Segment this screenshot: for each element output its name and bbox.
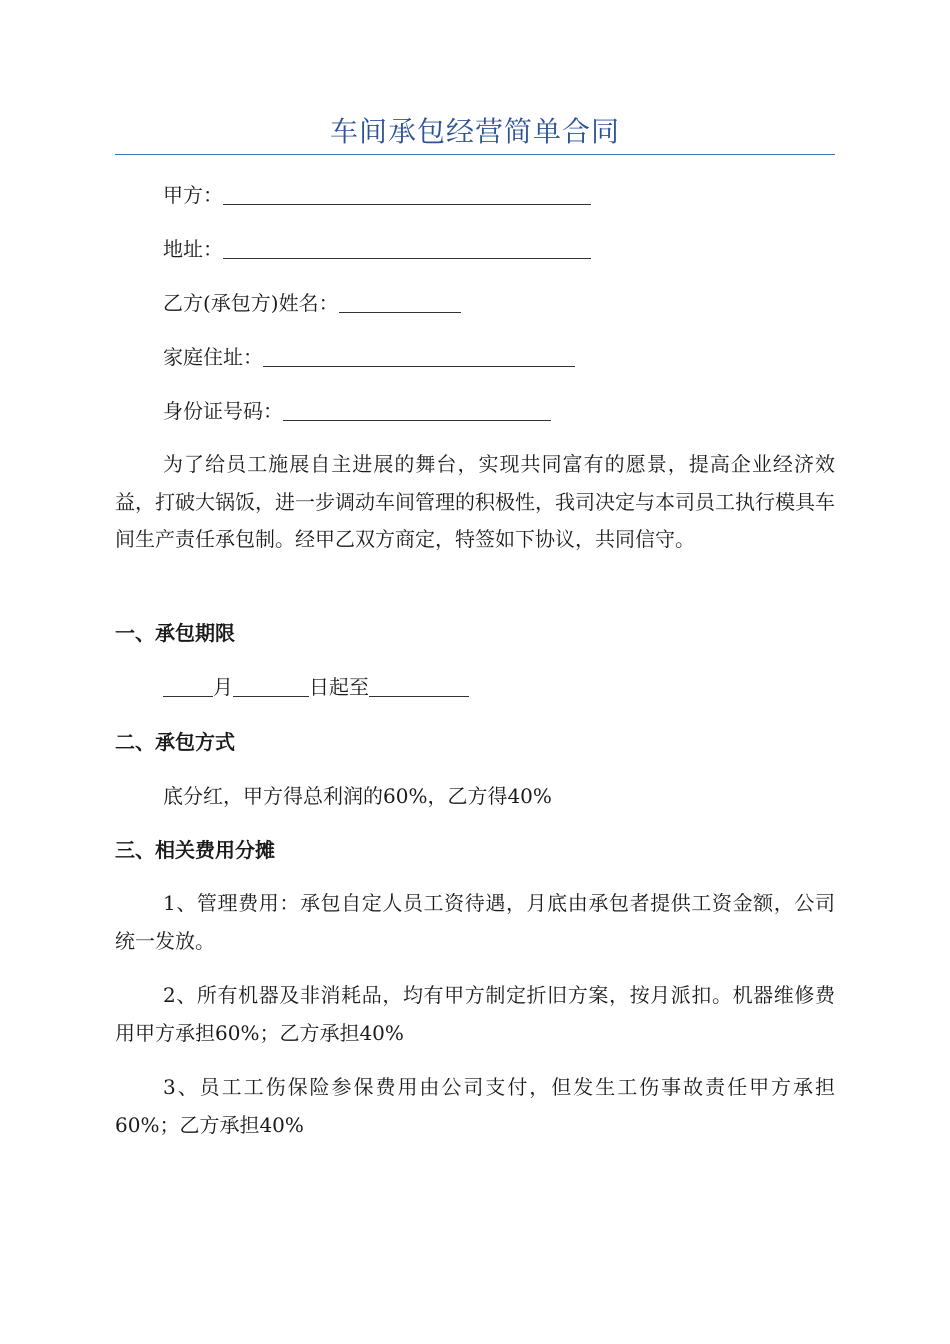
address-label: 地址： [163,237,223,261]
party-b-blank [339,292,461,313]
id-number-blank [283,400,551,421]
term-end-blank [369,676,469,697]
section3-item-1: 1、管理费用：承包自定人员工资待遇，月底由承包者提供工资金额，公司统一发放。 [115,891,835,953]
id-number-label: 身份证号码： [163,399,283,423]
section3-item-3: 3、员工工伤保险参保费用由公司支付，但发生工伤事故责任甲方承担60%；乙方承担40% [115,1075,835,1137]
term-year-blank [163,676,213,697]
home-address-label: 家庭住址： [163,345,263,369]
term-day-blank [233,676,309,697]
address-blank [223,238,591,259]
document-title: 车间承包经营简单合同 [329,115,620,148]
title-underline [115,154,835,155]
party-b-label: 乙方(承包方)姓名： [163,291,339,315]
party-a-line [163,181,591,209]
party-b-line [163,289,461,317]
section2-text: 底分红，甲方得总利润的60%，乙方得40% [163,784,552,808]
term-from-label: 日起至 [309,675,369,699]
party-a-blank [223,184,591,205]
section3-heading: 三、相关费用分摊 [115,838,275,862]
party-a-label: 甲方： [163,183,223,207]
address-line [163,235,591,263]
term-month-label: 月 [213,675,233,699]
term-line [163,673,469,701]
home-address-line [163,343,575,371]
section1-heading: 一、承包期限 [115,621,235,645]
intro-paragraph: 为了给员工施展自主进展的舞台，实现共同富有的愿景，提高企业经济效益，打破大锅饭，进一步调动车间管理的积极性，我司决定与本司员工执行模具车间生产责任承包制。经甲乙双方商定，特签如下协议，共同信守。 [115,452,835,551]
section3-item-2: 2、所有机器及非消耗品，均有甲方制定折旧方案，按月派扣。机器维修费用甲方承担60%；乙方承担40% [115,983,835,1045]
id-number-line [163,397,551,425]
home-address-blank [263,346,575,367]
section2-heading: 二、承包方式 [115,730,235,754]
